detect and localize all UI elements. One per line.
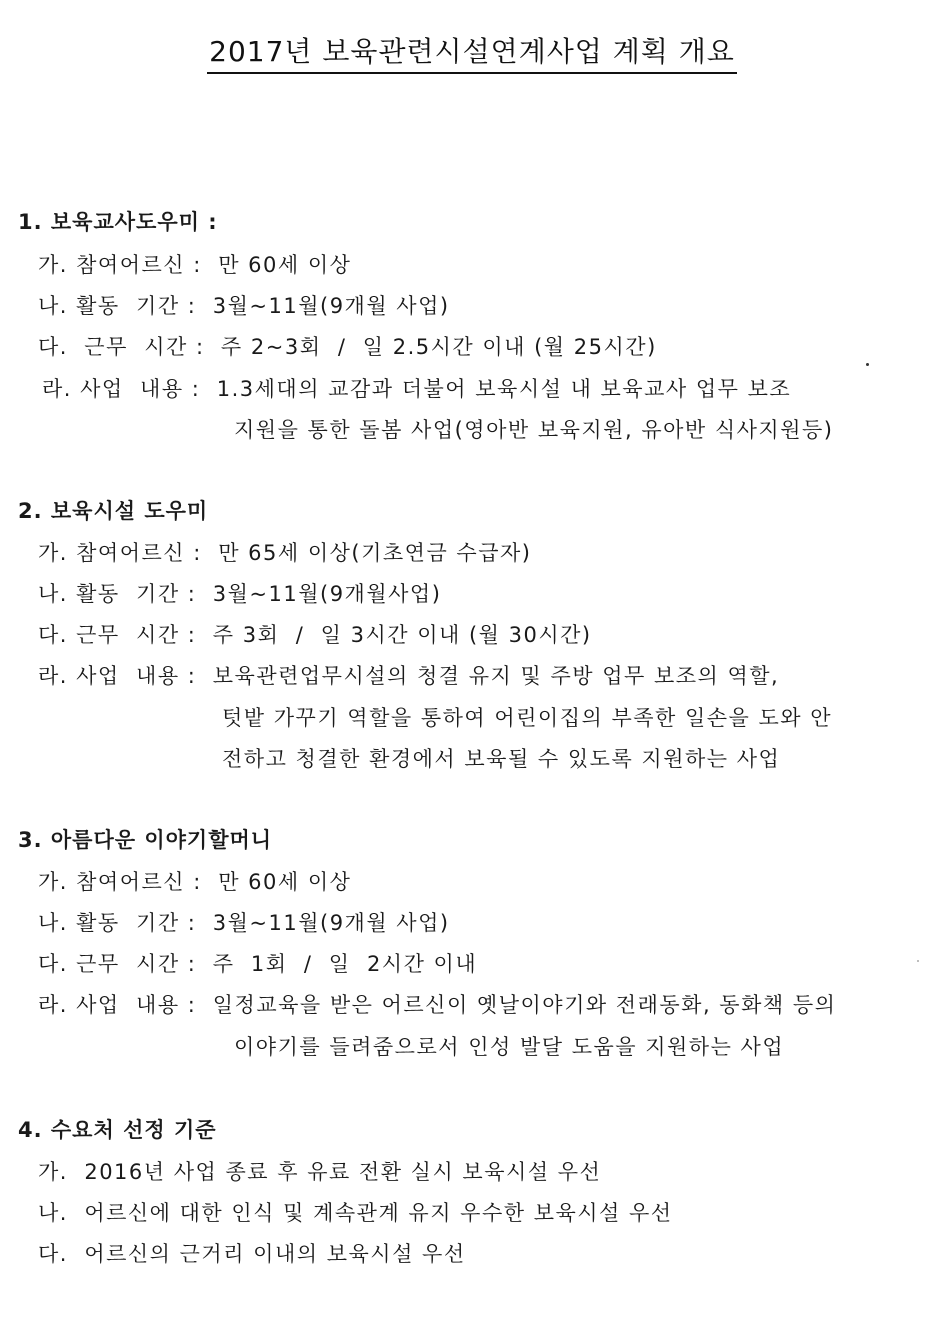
item-value: 주 3회 / 일 3시간 이내 (월 30시간)	[212, 623, 592, 647]
item-label: 나. 활동 기간 :	[38, 582, 205, 606]
item-value: 만 65세 이상(기초연금 수급자)	[218, 541, 532, 565]
section-3-item-b	[38, 909, 450, 937]
section-1-heading: 1. 보육교사도우미 :	[18, 210, 218, 234]
section-2-item-b	[38, 580, 441, 608]
item-label: 라. 사업 내용 :	[42, 377, 209, 401]
item-value: 일정교육을 받은 어르신이 옛날이야기와 전래동화, 동화책 등의	[212, 993, 837, 1017]
section-2-item-d-continuation-1: 텃밭 가꾸기 역할을 통하여 어린이집의 부족한 일손을 도와 안	[222, 706, 833, 730]
item-value: 만 60세 이상	[218, 870, 352, 894]
document-title: 2017년 보육관련시설연계사업 계획 개요	[207, 34, 737, 74]
item-value: 3월~11월(9개월사업)	[212, 582, 442, 606]
scan-speck	[917, 960, 919, 962]
section-3-heading: 3. 아름다운 이야기할머니	[18, 828, 273, 852]
item-value: 2016년 사업 종료 후 유료 전환 실시 보육시설 우선	[84, 1160, 602, 1184]
item-label: 나. 활동 기간 :	[38, 294, 205, 318]
item-label: 가. 참여어르신 :	[38, 541, 210, 565]
section-1-item-b	[38, 292, 450, 320]
section-4-item-a	[38, 1158, 601, 1186]
item-label: 나.	[38, 1201, 77, 1225]
section-1-item-d-continuation: 지원을 통한 돌봄 사업(영아반 보육지원, 유아반 식사지원등)	[234, 418, 834, 442]
item-label: 다.	[38, 1242, 77, 1266]
section-2-item-d	[38, 662, 779, 690]
section-1-item-a	[38, 251, 351, 279]
section-4-item-b	[38, 1199, 673, 1227]
section-1-item-d	[42, 375, 791, 403]
item-label: 라. 사업 내용 :	[38, 664, 205, 688]
item-label: 다. 근무 시간 :	[38, 952, 205, 976]
document-title-wrap	[0, 34, 944, 74]
section-1-item-c	[38, 333, 657, 361]
item-value: 어르신의 근거리 이내의 보육시설 우선	[84, 1242, 466, 1266]
item-label: 가.	[38, 1160, 77, 1184]
section-2-heading: 2. 보육시설 도우미	[18, 499, 209, 523]
item-label: 다. 근무 시간 :	[38, 623, 205, 647]
item-value: 3월~11월(9개월 사업)	[212, 294, 450, 318]
section-4-item-c	[38, 1240, 466, 1268]
section-4-heading: 4. 수요처 선정 기준	[18, 1118, 217, 1142]
scan-speck	[866, 363, 869, 366]
section-3-item-c	[38, 950, 477, 978]
item-label: 가. 참여어르신 :	[38, 870, 210, 894]
item-value: 보육관련업무시설의 청결 유지 및 주방 업무 보조의 역할,	[212, 664, 780, 688]
section-3-item-d	[38, 991, 836, 1019]
item-value: 만 60세 이상	[218, 253, 352, 277]
item-label: 다. 근무 시간 :	[38, 335, 213, 359]
section-3-item-a	[38, 868, 351, 896]
item-label: 나. 활동 기간 :	[38, 911, 205, 935]
item-label: 가. 참여어르신 :	[38, 253, 210, 277]
item-value: 3월~11월(9개월 사업)	[212, 911, 450, 935]
section-2-item-a	[38, 539, 531, 567]
item-value: 1.3세대의 교감과 더불어 보육시설 내 보육교사 업무 보조	[216, 377, 792, 401]
section-3-item-d-continuation: 이야기를 들려줌으로서 인성 발달 도움을 지원하는 사업	[234, 1035, 785, 1059]
item-value: 주 1회 / 일 2시간 이내	[212, 952, 478, 976]
section-2-item-c	[38, 621, 592, 649]
section-2-item-d-continuation-2: 전하고 청결한 환경에서 보육될 수 있도록 지원하는 사업	[222, 747, 781, 771]
item-label: 라. 사업 내용 :	[38, 993, 205, 1017]
item-value: 주 2~3회 / 일 2.5시간 이내 (월 25시간)	[220, 335, 657, 359]
item-value: 어르신에 대한 인식 및 계속관계 유지 우수한 보육시설 우선	[84, 1201, 673, 1225]
